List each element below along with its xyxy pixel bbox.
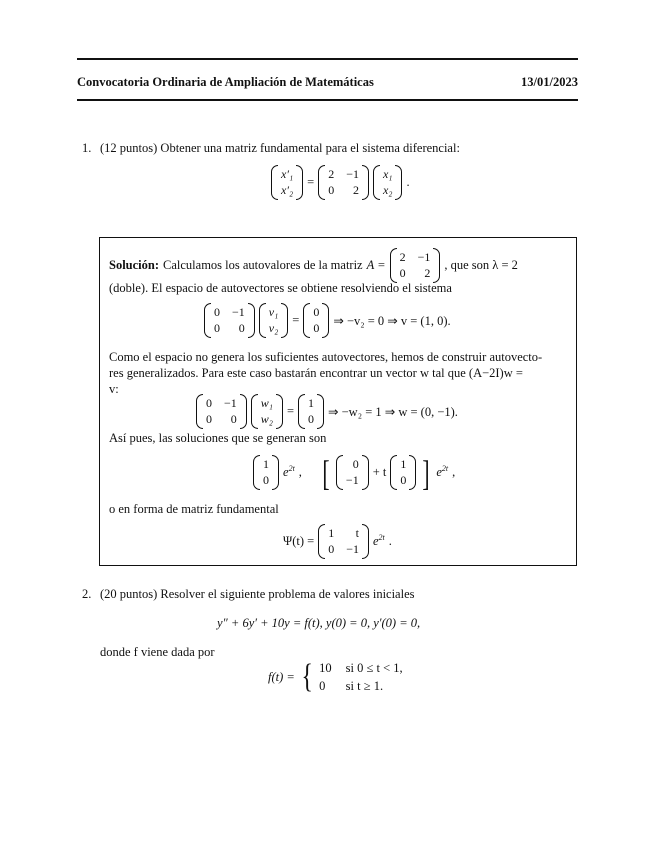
solution-line-2: (doble). El espacio de autovectores se obtiene resolviendo el sistema	[109, 281, 452, 295]
solution-paragraph-2-line-1: Como el espacio no genera los suficientes autovectores, hemos de construir autovecto-	[109, 350, 543, 364]
solution-label: Solución:	[109, 258, 160, 272]
rhs-vector: x₁ x₂	[373, 165, 403, 200]
matrix-A: 2 −1 0 2	[390, 248, 441, 283]
eigenvector-equation: 0 −1 0 0 v₁ v₂ = 0 0 ⇒ −v₂ = 0 ⇒ v = (1, 0).	[204, 303, 451, 338]
solution-line-1: Solución: Calculamos los autovalores de la matriz A = 2 −1 0 2 , que son λ = 2	[109, 248, 518, 283]
problem-1-system: x′₁ x′₂ = 2 −1 0 2 x₁ x₂ .	[271, 165, 410, 200]
exam-date: 13/01/2023	[521, 75, 578, 89]
problem-2-statement: (20 puntos) Resolver el siguiente problema de valores iniciales	[100, 587, 415, 601]
solution-paragraph-2-line-3: v:	[109, 382, 119, 396]
problem-2-number: 2.	[82, 587, 92, 601]
exam-title: Convocatoria Ordinaria de Ampliación de Matemáticas	[77, 75, 374, 89]
coefficient-matrix: 2 −1 0 2	[318, 165, 369, 200]
piecewise-function: f(t) = { 10 si 0 ≤ t < 1, 0 si t ≥ 1.	[268, 658, 403, 695]
problem-1-statement: (12 puntos) Obtener una matriz fundamental para el sistema diferencial:	[100, 141, 460, 155]
generalized-eigenvector-equation: 0 −1 0 0 w₁ w₂ = 1 0 ⇒ −w₂ = 1 ⇒ w = (0, −1).	[196, 394, 458, 429]
header-bottom-rule	[77, 99, 578, 101]
problem-2-equation: y″ + 6y′ + 10y = f(t), y(0) = 0, y′(0) = 0,	[217, 616, 421, 630]
solution-paragraph-2-line-2: res generalizados. Para este caso bastarán encontrar un vector w tal que (A−2I)w =	[109, 366, 523, 380]
lhs-vector: x′₁ x′₂	[271, 165, 303, 200]
solution-paragraph-4: o en forma de matriz fundamental	[109, 502, 279, 516]
header-top-rule	[77, 58, 578, 60]
fundamental-matrix: Ψ(t) = 1 t 0 −1 $e^{2t}$ .	[283, 524, 392, 559]
solutions-expression: 1 0 $e^{2t}$ , [ 0 −1 + t 1 0 ] $e^{2t}$ ,	[253, 455, 455, 490]
solution-paragraph-3: Así pues, las soluciones que se generan son	[109, 431, 327, 445]
problem-1-number: 1.	[82, 141, 92, 155]
problem-2-where: donde f viene dada por	[100, 645, 215, 659]
